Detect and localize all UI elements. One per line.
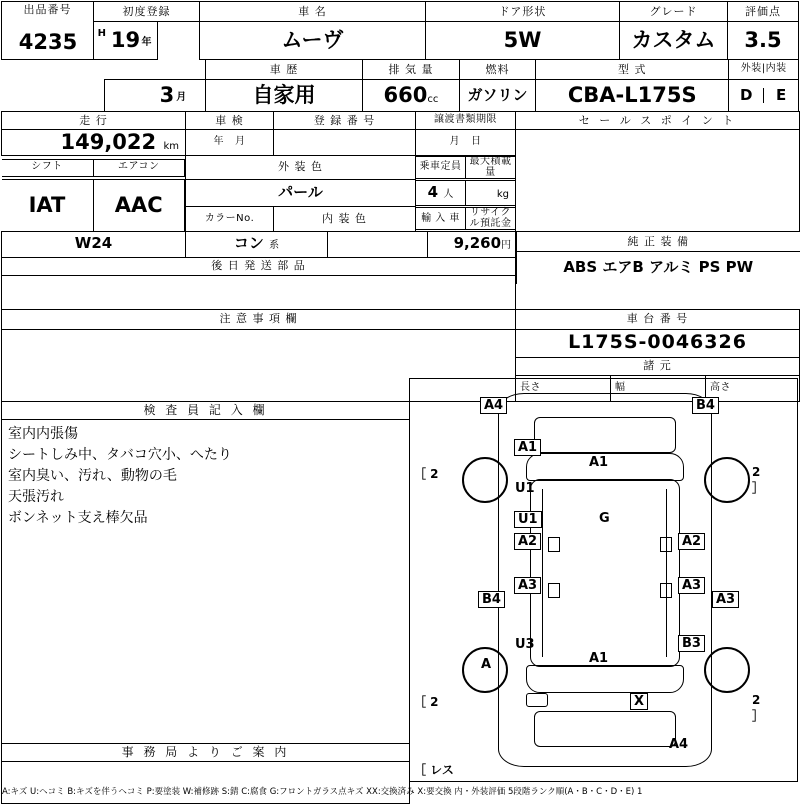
seats-value: 4 人 (416, 180, 466, 205)
mark-g-windshield: G (599, 511, 610, 526)
ext-int-label: 外装|内装 (729, 60, 799, 80)
inspector-note-line: ボンネット支え棒欠品 (8, 509, 148, 526)
trunk-outline (534, 711, 676, 747)
mileage-value: 149,022 km (2, 130, 186, 156)
mark-a1-left-fender: A1 (514, 439, 541, 456)
mark-a2-right-door: A2 (678, 533, 705, 550)
model-label: 型 式 (536, 60, 729, 80)
import-value (328, 231, 428, 257)
bracket-spare: ［ レス (414, 763, 454, 777)
first-reg-year-unit: 年 (141, 37, 152, 49)
bracket-front-left: ［ 2 (414, 467, 439, 481)
mark-a4-front-left: A4 (480, 397, 507, 414)
mark-b4-front-right: B4 (692, 397, 719, 414)
damage-diagram (409, 378, 798, 782)
mark-a1-hood: A1 (589, 455, 609, 470)
shift-label: シフト (2, 159, 94, 176)
equip-label: 純 正 装 備 (517, 232, 800, 252)
seats-label: 乗車定員 (416, 157, 466, 179)
wheel-rear-right (704, 647, 750, 693)
lot-no-value: 4235 (18, 30, 78, 54)
spec-table (1, 59, 799, 112)
import-label: 輸 入 車 (416, 208, 466, 230)
first-reg-month: 3 (104, 80, 176, 112)
first-reg-year: 19 (110, 22, 142, 60)
office-label: 事 務 局 よ り ご 案 内 (2, 743, 410, 761)
equip-value: ABS エアB アルミ PS PW (517, 252, 800, 284)
chassis-label: 車 台 番 号 (516, 309, 800, 329)
score-value: 3.5 (728, 22, 799, 60)
sales-point-value (516, 130, 800, 232)
box-right-front (660, 537, 672, 552)
bracket-rear-left: ［ 2 (414, 695, 439, 709)
fuel-value: ガソリン (459, 80, 535, 112)
mark-x-rear-bumper: X (630, 693, 648, 710)
right-door-line (666, 489, 667, 657)
mark-a4-rear: A4 (669, 737, 689, 752)
first-reg-era: H (94, 22, 110, 60)
first-reg-label: 初度登録 (94, 2, 200, 22)
inspector-note-line: 室内臭い、汚れ、動物の毛 (8, 467, 177, 484)
later-parts-value (2, 275, 516, 309)
mark-u3-rear-left: U3 (515, 637, 535, 652)
mark-u1-left: U1 (515, 481, 535, 496)
length-cell: 長さ (516, 375, 611, 401)
model-value: CBA-L175S (536, 80, 729, 112)
box-left-rear (548, 583, 560, 598)
displacement-value: 660cc (363, 80, 460, 112)
wheel-front-left (462, 457, 508, 503)
chassis-value: L175S-0046326 (516, 329, 800, 357)
ext-color-label: 外 装 色 (186, 156, 416, 180)
mark-b4-left-quarter: B4 (478, 591, 505, 608)
mark-b3-right-rear: B3 (678, 635, 705, 652)
dimension-label: 諸 元 (516, 357, 800, 375)
aircon-value: AAC (93, 180, 185, 232)
transfer-value: 月 日 (416, 130, 516, 156)
car-figure (414, 393, 765, 777)
left-door-line (542, 489, 543, 657)
box-rear-plate (526, 693, 548, 707)
door-label: ドア形状 (426, 2, 620, 22)
color-no-label: カラーNo. (186, 207, 274, 231)
score-label: 評価点 (728, 2, 799, 22)
mark-a-wheel: A (481, 657, 492, 672)
history-label: 車 歴 (205, 60, 362, 80)
car-name-value: ムーヴ (200, 22, 426, 60)
int-color-label: 内 装 色 (274, 207, 416, 231)
color-table (1, 231, 800, 310)
inspector-note-line: 室内内張傷 (8, 425, 78, 442)
legend-text: A:キズ U:ヘコミ B:キズを伴うヘコミ P:要塗装 W:補修跡 S:錆 C:腐食 G:フロントガラス点キズ XX:交換済み X:要交換 内・外装評価 5段階ランク順(A・B・C・D・E) 1 (2, 787, 643, 797)
wheel-front-right (704, 457, 750, 503)
max-load-label: 最大積載量 (466, 157, 516, 179)
first-reg-month-unit: 月 (176, 92, 187, 104)
max-load-value: kg (466, 180, 516, 205)
recycle-value: 9,260円 (428, 231, 516, 257)
lot-no-label: 出品番号 (2, 2, 94, 60)
fuel-label: 燃料 (459, 60, 535, 80)
door-value: 5W (426, 22, 620, 60)
inspector-note-line: シートしみ中、タバコ穴小、へたり (8, 446, 232, 463)
grade-label: グレード (620, 2, 728, 22)
bracket-front-right: 2 ］ (752, 465, 765, 495)
recycle-label: リサイクル預託金 (466, 208, 516, 230)
shaken-label: 車 検 (186, 112, 274, 130)
grade-value: カスタム (620, 22, 728, 60)
shift-value: IAT (2, 180, 94, 232)
header-table (1, 1, 799, 60)
reg-no-label: 登 録 番 号 (274, 112, 416, 130)
mark-a1-trunk: A1 (589, 651, 609, 666)
auction-sheet (0, 1, 800, 801)
inspector-table (1, 401, 410, 804)
displacement-label: 排 気 量 (363, 60, 460, 80)
caution-label: 注 意 事 項 欄 (2, 309, 516, 329)
inspector-notes (2, 419, 410, 743)
box-right-rear (660, 583, 672, 598)
hood-outline (534, 417, 676, 453)
reg-no-value (274, 130, 416, 156)
inspector-label: 検 査 員 記 入 欄 (2, 401, 410, 419)
width-cell: 幅 (611, 375, 706, 401)
car-name-label: 車 名 (200, 2, 426, 22)
shaken-value: 年 月 (186, 130, 274, 156)
aircon-label: エアコン (93, 159, 185, 176)
box-left-front (548, 537, 560, 552)
ext-int-grade: D E (729, 80, 799, 112)
mark-u1-front-door: U1 (514, 511, 542, 528)
roof-outline (530, 479, 680, 667)
later-parts-label: 後 日 発 送 部 品 (2, 257, 516, 275)
int-color-value: コン 系 (186, 231, 328, 257)
mileage-table (1, 111, 800, 232)
transfer-label: 譲渡書類期限 (416, 112, 516, 130)
mark-a2-front-door: A2 (514, 533, 541, 550)
ext-color-value: パール (186, 179, 416, 207)
mark-a3-left-rear: A3 (514, 577, 541, 594)
inspector-note-line: 天張汚れ (8, 488, 64, 505)
color-no-value: W24 (2, 231, 186, 257)
bracket-rear-right: 2 ］ (752, 693, 765, 723)
rear-window-outline (526, 665, 684, 693)
sales-point-label: セ ー ル ス ポ イ ン ト (516, 112, 800, 130)
height-cell: 高さ (706, 375, 800, 401)
mark-a3-right-rear: A3 (678, 577, 705, 594)
mileage-label: 走 行 (2, 112, 186, 130)
history-value: 自家用 (205, 80, 362, 112)
mark-a3-right-quarter: A3 (712, 591, 739, 608)
